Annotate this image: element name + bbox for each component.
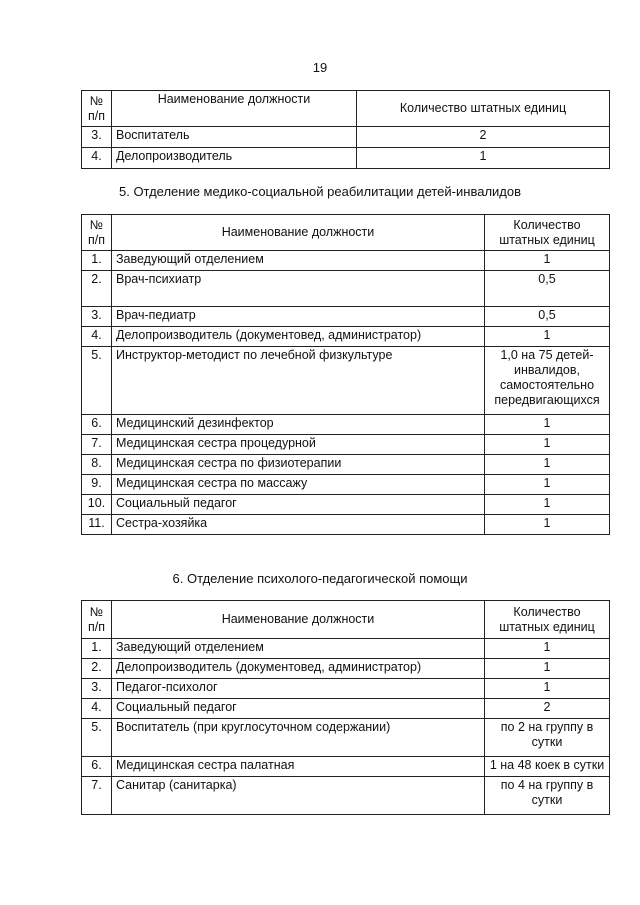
row-name: Социальный педагог: [112, 495, 485, 515]
header-qty: Количество штатных единиц: [357, 91, 610, 127]
row-qty: 1: [485, 251, 610, 271]
row-name: Воспитатель: [112, 127, 357, 148]
table-row: [82, 719, 610, 757]
row-name: Заведующий отделением: [112, 251, 485, 271]
row-num: 3.: [82, 679, 112, 699]
header-qty: Количество штатных единиц: [485, 215, 610, 251]
table-row: [82, 515, 610, 535]
row-name: Воспитатель (при круглосуточном содержании): [112, 719, 485, 757]
row-name: Медицинский дезинфектор: [112, 415, 485, 435]
row-num: 11.: [82, 515, 112, 535]
table-row: [82, 757, 610, 777]
row-name: Врач-психиатр: [112, 271, 485, 307]
row-num: 5.: [82, 347, 112, 415]
row-qty: 1: [485, 455, 610, 475]
row-name: Инструктор-методист по лечебной физкультуре: [112, 347, 485, 415]
row-name: Медицинская сестра палатная: [112, 757, 485, 777]
row-qty: 1: [485, 475, 610, 495]
table-row: [82, 679, 610, 699]
row-num: 3.: [82, 127, 112, 148]
row-qty: 1,0 на 75 детей-инвалидов, самостоятельно передвигающихся: [485, 347, 610, 415]
row-qty: по 4 на группу в сутки: [485, 777, 610, 815]
row-name: Делопроизводитель (документовед, администратор): [112, 327, 485, 347]
row-num: 9.: [82, 475, 112, 495]
table-row: [82, 127, 610, 148]
table-row: [82, 659, 610, 679]
row-name: Педагог-психолог: [112, 679, 485, 699]
row-num: 6.: [82, 757, 112, 777]
table-row: [82, 347, 610, 415]
table-row: [82, 777, 610, 815]
table-row: [82, 699, 610, 719]
row-name: Делопроизводитель (документовед, администратор): [112, 659, 485, 679]
row-qty: 1: [485, 515, 610, 535]
row-num: 3.: [82, 307, 112, 327]
table-row: [82, 327, 610, 347]
header-num: № п/п: [82, 215, 112, 251]
row-qty: 2: [485, 699, 610, 719]
row-num: 4.: [82, 699, 112, 719]
row-num: 1.: [82, 639, 112, 659]
section-6-title: 6. Отделение психолого-педагогической помощи: [172, 571, 468, 586]
row-qty: 2: [357, 127, 610, 148]
row-name: Санитар (санитарка): [112, 777, 485, 815]
row-qty: 1: [485, 327, 610, 347]
row-qty: 0,5: [485, 307, 610, 327]
row-num: 2.: [82, 271, 112, 307]
row-num: 8.: [82, 455, 112, 475]
row-num: 1.: [82, 251, 112, 271]
table-row: [82, 475, 610, 495]
row-name: Медицинская сестра по физиотерапии: [112, 455, 485, 475]
row-qty: 1: [485, 415, 610, 435]
row-num: 2.: [82, 659, 112, 679]
row-num: 6.: [82, 415, 112, 435]
row-name: Медицинская сестра процедурной: [112, 435, 485, 455]
row-name: Делопроизводитель: [112, 148, 357, 169]
row-qty: 1: [485, 679, 610, 699]
table-row: [82, 435, 610, 455]
table-row: [82, 415, 610, 435]
row-qty: 1: [485, 495, 610, 515]
staff-table-section-6: [81, 600, 610, 815]
table-row: [82, 455, 610, 475]
page-number: 19: [312, 60, 328, 75]
row-qty: 0,5: [485, 271, 610, 307]
row-num: 7.: [82, 435, 112, 455]
row-name: Заведующий отделением: [112, 639, 485, 659]
section-5-title: 5. Отделение медико-социальной реабилитации детей-инвалидов: [118, 184, 522, 199]
table-row: [82, 148, 610, 169]
row-name: Сестра-хозяйка: [112, 515, 485, 535]
table-row: [82, 307, 610, 327]
row-qty: по 2 на группу в сутки: [485, 719, 610, 757]
header-num: № п/п: [82, 91, 112, 127]
header-name: Наименование должности: [112, 215, 485, 251]
row-qty: 1 на 48 коек в сутки: [485, 757, 610, 777]
header-name: Наименование должности: [112, 601, 485, 639]
row-qty: 1: [357, 148, 610, 169]
table-row: [82, 495, 610, 515]
row-num: 4.: [82, 327, 112, 347]
header-name: Наименование должности: [112, 91, 357, 127]
staff-table-continuation: [81, 90, 610, 169]
row-qty: 1: [485, 435, 610, 455]
header-qty: Количество штатных единиц: [485, 601, 610, 639]
row-name: Медицинская сестра по массажу: [112, 475, 485, 495]
staff-table-section-5: [81, 214, 610, 535]
row-num: 4.: [82, 148, 112, 169]
header-num: № п/п: [82, 601, 112, 639]
table-row: [82, 639, 610, 659]
row-qty: 1: [485, 639, 610, 659]
table-row: [82, 251, 610, 271]
row-num: 10.: [82, 495, 112, 515]
row-qty: 1: [485, 659, 610, 679]
row-num: 7.: [82, 777, 112, 815]
table-row: [82, 271, 610, 307]
row-num: 5.: [82, 719, 112, 757]
row-name: Врач-педиатр: [112, 307, 485, 327]
row-name: Социальный педагог: [112, 699, 485, 719]
